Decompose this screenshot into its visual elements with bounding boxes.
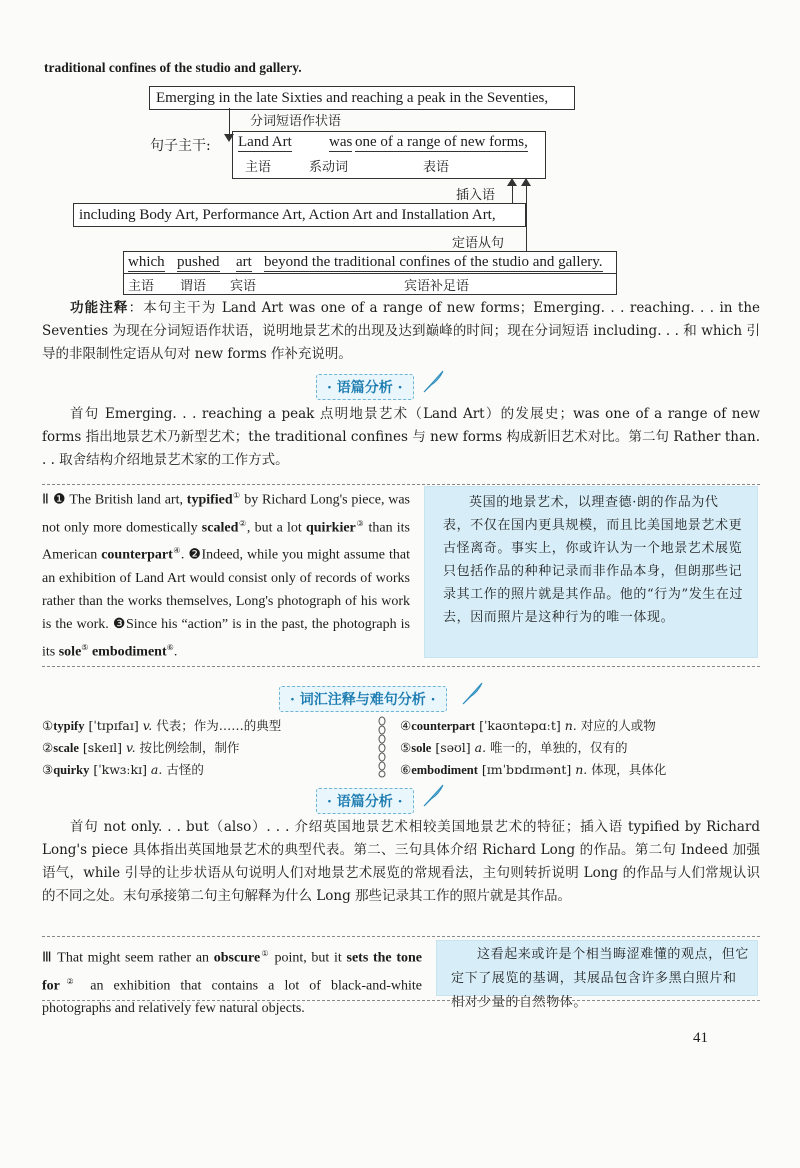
clause-complement: beyond the traditional confines of the studio and gallery. — [264, 254, 603, 270]
diagram-main-box — [232, 131, 546, 179]
section3-part-a: That might seem rather an — [52, 950, 214, 966]
vocab-word-obscure: obscure — [213, 950, 261, 966]
note-ref-4: ④ — [172, 546, 181, 556]
quill-icon — [460, 680, 486, 706]
clause-subject-label: 主语 — [128, 279, 155, 294]
section3-top-rule — [42, 936, 760, 937]
diagram-participle-label: 分词短语作状语 — [250, 114, 342, 129]
section-tag-discourse-2: · 语篇分析 · — [316, 788, 414, 814]
vocab-item-embodiment: ⑥embodiment [ɪmˈbɒdɪmənt] n. 体现，具体化 — [400, 762, 667, 777]
diagram-main-label: 句子主干: — [150, 138, 211, 154]
section-tag-discourse-1: · 语篇分析 · — [316, 374, 414, 400]
main-verb: was — [329, 134, 353, 150]
note-ref-5: ⑤ — [81, 642, 89, 652]
note-ref-1: ① — [232, 491, 241, 500]
sentence-3-part-a: Since his “action” is in the past, the photograph is its — [42, 616, 410, 660]
sentence-1-part-d: than its American — [42, 520, 410, 563]
discourse-analysis-1: 首句 Emerging. . . reaching a peak 点明地景艺术（Land Art）的发展史；was one of a range of new forms 指出地景艺术乃新型艺术；the traditional confines 与 new forms 构成新旧艺术对比。第二句 Rather than. . . 取舍结构介绍地景艺术家的工作方式。 — [42, 406, 760, 468]
section3-bottom-rule — [42, 1000, 760, 1001]
discourse-analysis-2: 首句 not only. . . but（also）. . . 介绍英国地景艺术相较美国地景艺术的特征；插入语 typified by Richard Long's piece 具体指出英国地景艺术的典型代表。第二、三句具体介绍 Richard Long 的作品。第二句 Indeed 加强语气，while 引导的让步状语从句说明人们对地景艺术展览的常规看法，主句则转折说明 Long 的作品与人们常规认识的不同之处。末句承接第二句主句解释为什么 Long 那些记录其工作的照片就是其作品。 — [42, 819, 760, 904]
section3-numeral: Ⅲ — [42, 950, 53, 966]
section3-part-b: point, but it — [269, 950, 347, 966]
diagram-clause-box — [123, 251, 617, 295]
diagram-clause-label: 定语从句 — [452, 236, 505, 251]
section2-bottom-rule — [42, 666, 760, 667]
section2-english — [42, 484, 410, 664]
diagram-insertion-box: including Body Art, Performance Art, Action Art and Installation Art, — [73, 203, 526, 227]
vocab-word-quirkier: quirkier — [305, 520, 356, 536]
continued-sentence: traditional confines of the studio and gallery. — [44, 60, 302, 75]
main-subject-label: 主语 — [245, 160, 272, 175]
sentence-1-marker: ❶ — [52, 492, 66, 508]
diagram-arrowhead-3 — [521, 178, 531, 186]
section2-numeral: Ⅱ — [42, 492, 50, 508]
clause-object: art — [236, 254, 252, 270]
vocab-item-quirky: ③quirky [ˈkwɜːkɪ] a. 古怪的 — [42, 762, 204, 777]
vocab-item-scale: ②scale [skeɪl] v. 按比例绘制，制作 — [42, 740, 240, 755]
sentence-3-part-b: . — [173, 644, 178, 660]
sentence-2-marker: ❷ — [188, 547, 202, 563]
chain-divider-icon — [376, 716, 388, 778]
section3-note-ref-1: ① — [260, 949, 270, 958]
sentence-1-part-e: . — [180, 547, 185, 563]
clause-complement-label: 宾语补足语 — [404, 279, 470, 294]
sentence-3-marker: ❸ — [112, 616, 126, 632]
vocab-item-counterpart: ④counterpart [ˈkaʊntəpɑːt] n. 对应的人或物 — [400, 718, 656, 733]
diagram-arrowhead-2 — [507, 178, 517, 186]
note-ref-2: ② — [238, 518, 247, 528]
sentence-2: Indeed, while you might assume that an exhibition of Land Art would consist only of records of works rather than the works themselves, Long's photograph of his work is the work. — [42, 547, 410, 632]
diagram-arrow-2 — [512, 185, 513, 203]
quill-icon — [421, 368, 447, 394]
function-note-lead: 功能注释 — [70, 300, 129, 316]
quill-icon — [421, 782, 447, 808]
section3-translation: 这看起来或许是个相当晦涩难懂的观点，但它定下了展览的基调，其展品包含许多黑白照片和相对少量的自然物体。 — [451, 947, 750, 1010]
vocab-item-sole: ⑤sole [səʊl] a. 唯一的，单独的，仅有的 — [400, 740, 628, 755]
sentence-1-part-c: , but a lot — [246, 520, 306, 536]
diagram-arrow-3 — [526, 185, 527, 251]
section-tag-vocab: · 词汇注释与难句分析 · — [279, 686, 447, 712]
note-ref-6: ⑥ — [166, 642, 174, 652]
function-note-text: ：本句主干为 Land Art was one of a range of new forms；Emerging. . . reaching. . . in the Seventies 为现在分词短语作状语，说明地景艺术的出现及达到巅峰的时间；现在分词短语 including. . . 和 which 引导的非限制性定语从句对 new forms 作补充说明。 — [42, 300, 760, 362]
section3-translation-box — [436, 940, 758, 1010]
vocab-word-embodiment: embodiment — [91, 644, 167, 660]
section3-note-ref-2: ② — [59, 976, 81, 986]
clause-verb: pushed — [177, 254, 220, 270]
note-ref-3: ③ — [355, 518, 365, 528]
main-predicative-label: 表语 — [423, 160, 450, 175]
section2-translation-box — [424, 486, 758, 658]
main-verb-label: 系动词 — [309, 160, 349, 175]
diagram-arrowhead-1 — [224, 134, 234, 142]
sentence-1-part-a: The British land art, — [65, 492, 187, 508]
clause-divider — [124, 273, 616, 274]
clause-verb-label: 谓语 — [180, 279, 207, 294]
page-number: 41 — [693, 1030, 708, 1046]
section3-english — [42, 942, 422, 1020]
vocab-word-scaled: scaled — [201, 520, 239, 536]
function-note — [42, 297, 760, 366]
main-subject: Land Art — [238, 134, 292, 150]
sentence-1-part-b: by Richard Long's piece, was not only more domestically — [42, 492, 411, 536]
section3-part-c: an exhibition that contains a lot of black-and-white photographs and relatively few natural objects. — [42, 978, 423, 1017]
clause-object-label: 宾语 — [230, 279, 257, 294]
vocab-word-counterpart: counterpart — [101, 547, 173, 563]
diagram-participle-box: Emerging in the late Sixties and reaching a peak in the Seventies, — [149, 86, 575, 110]
diagram-insert-label: 插入语 — [456, 188, 496, 203]
section2-translation: 英国的地景艺术，以理查德·朗的作品为代表，不仅在国内更具规模，而且比美国地景艺术更古怪离奇。事实上，你或许认为一个地景艺术展览只包括作品的种种记录而非作品本身，但朗那些记录其工作的照片就是其作品。他的“行为”发生在过去，因而照片是这种行为的唯一体现。 — [443, 495, 744, 625]
clause-subject: which — [128, 254, 165, 270]
main-predicative: one of a range of new forms, — [355, 134, 528, 150]
vocab-word-sets-the-tone-for: sets the tone for — [42, 950, 422, 994]
diagram-arrow-1 — [229, 108, 230, 134]
vocab-item-typify: ①typify [ˈtɪpɪfaɪ] v. 代表；作为……的典型 — [42, 718, 282, 733]
vocab-word-sole: sole — [58, 644, 82, 660]
vocab-word-typified: typified — [186, 492, 233, 508]
